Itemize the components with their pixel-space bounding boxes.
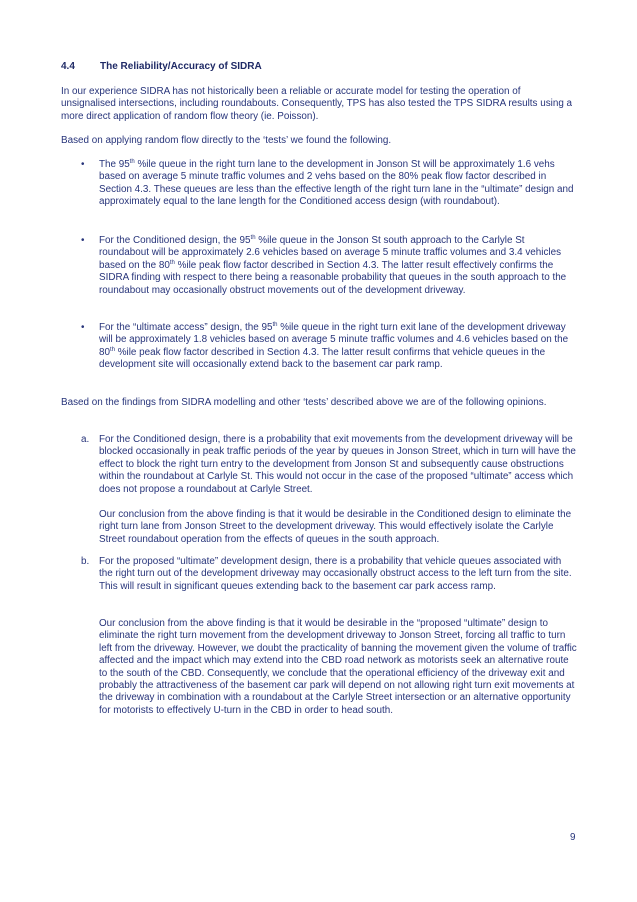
lead-in-paragraph: Based on applying random flow directly to the ‘tests’ we found the following.: [61, 135, 392, 146]
list-marker: b.: [81, 556, 90, 567]
bullet-item: [81, 322, 577, 372]
bullet-marker: •: [81, 159, 85, 170]
bullet-text: For the “ultimate access” design, the 95: [99, 322, 273, 333]
superscript: th: [109, 346, 115, 353]
bullet-text: The 95: [99, 159, 130, 170]
superscript: th: [169, 259, 175, 266]
list-marker: a.: [81, 434, 90, 445]
bullet-text: For the Conditioned design, the 95: [99, 235, 251, 246]
section-number: 4.4: [61, 61, 75, 72]
opinion-conclusion: Our conclusion from the above finding is that it would be desirable in the “proposed “ultimate” design to eliminate the right turn movement from the development driveway to Jonson Street, forcing all traffic to turn left from the driveway. However, we doubt the practicality of banning the movement given the volume of traffic affected and the impact which may extend into the CBD road network as motorists seek an alternative route to the south of the CBD. Consequently, we conclude that the operational efficiency of the driveway exit and probably the attractiveness of the basement car park will depend on not allowing right turn exit movements at the driveway in combination with a roundabout at the Carlyle Street intersection or an alternative opportunity for motorists to effectively U-turn in the CBD in order to head south.: [99, 618, 577, 716]
page-number: 9: [570, 832, 576, 843]
opinions-intro-paragraph: Based on the findings from SIDRA modelling and other ‘tests’ described above we are of the following opinions.: [61, 397, 547, 408]
superscript: th: [129, 159, 135, 165]
opinion-item-b: [81, 556, 577, 593]
opinion-text: For the Conditioned design, there is a probability that exit movements from the development driveway will be blocked occasionally in peak traffic periods of the year by queues in Jonson Street, which in turn will have the effect to block the right turn entry to the development from Jonson St and subsequently cause obstructions within the roundabout at Carlyle St. This would not occur in the case of the proposed “ultimate” access which does not propose a roundabout at Carlyle Street.: [99, 434, 576, 495]
section-heading: [61, 61, 262, 73]
bullet-text: %ile queue in the right turn lane to the development in Jonson St will be approximately 1.6 vehs based on average 5 minute traffic volumes and 2 vehs based on the 80% peak flow factor described in Section 4.3. These queues are less than the effective length of the right turn lane in the “ultimate” design and approximately equal to the lane length for the Conditioned access design (with roundabout).: [99, 159, 574, 208]
bullet-marker: •: [81, 322, 85, 333]
bullet-text: %ile peak flow factor described in Section 4.3. The latter result confirms that vehicle queues in the development site will occasionally extend back to the basement car park ramp.: [99, 346, 546, 371]
opinion-conclusion: Our conclusion from the above finding is that it would be desirable in the Conditioned design to eliminate the right turn lane from Jonson Street to the development driveway. This would effectively isolate the Carlyle Street roundabout operation from the effects of queues in the south approach.: [99, 509, 572, 545]
opinion-text: For the proposed “ultimate” development design, there is a probability that vehicle queues associated with the right turn out of the development driveway may occasionally obstruct access to the left turn from the site. This will result in significant queues extending back to the basement car park access ramp.: [99, 556, 572, 592]
superscript: th: [272, 322, 278, 328]
bullet-text: %ile queue in the right turn exit lane of the development driveway will be approximately 1.8 vehicles based on average 5 minute traffic volumes and 4.6 vehicles based on the 80: [99, 322, 569, 358]
bullet-item: [81, 159, 577, 209]
superscript: th: [250, 235, 256, 241]
intro-paragraph: In our experience SIDRA has not historically been a reliable or accurate model for testing the operation of unsignalised intersections, including roundabouts. Consequently, TPS has also tested the TPS SIDRA results using a more direct application of random flow theory (ie. Poisson).: [61, 86, 573, 122]
bullet-marker: •: [81, 235, 85, 246]
bullet-text: %ile peak flow factor described in Section 4.3. The latter result effectively confirms the SIDRA finding with respect to there being a reasonable probability that queues in the south approach to the roundabout may occasionally obstruct movements out of the development driveway.: [99, 259, 567, 296]
opinion-item-a: [81, 434, 577, 496]
bullet-text: %ile queue in the Jonson St south approach to the Carlyle St roundabout will be approximately 2.6 vehicles based on average 5 minute traffic volumes and 3.4 vehicles based on the 80: [99, 235, 562, 271]
bullet-item: [81, 235, 577, 297]
section-title: The Reliability/Accuracy of SIDRA: [100, 61, 262, 72]
